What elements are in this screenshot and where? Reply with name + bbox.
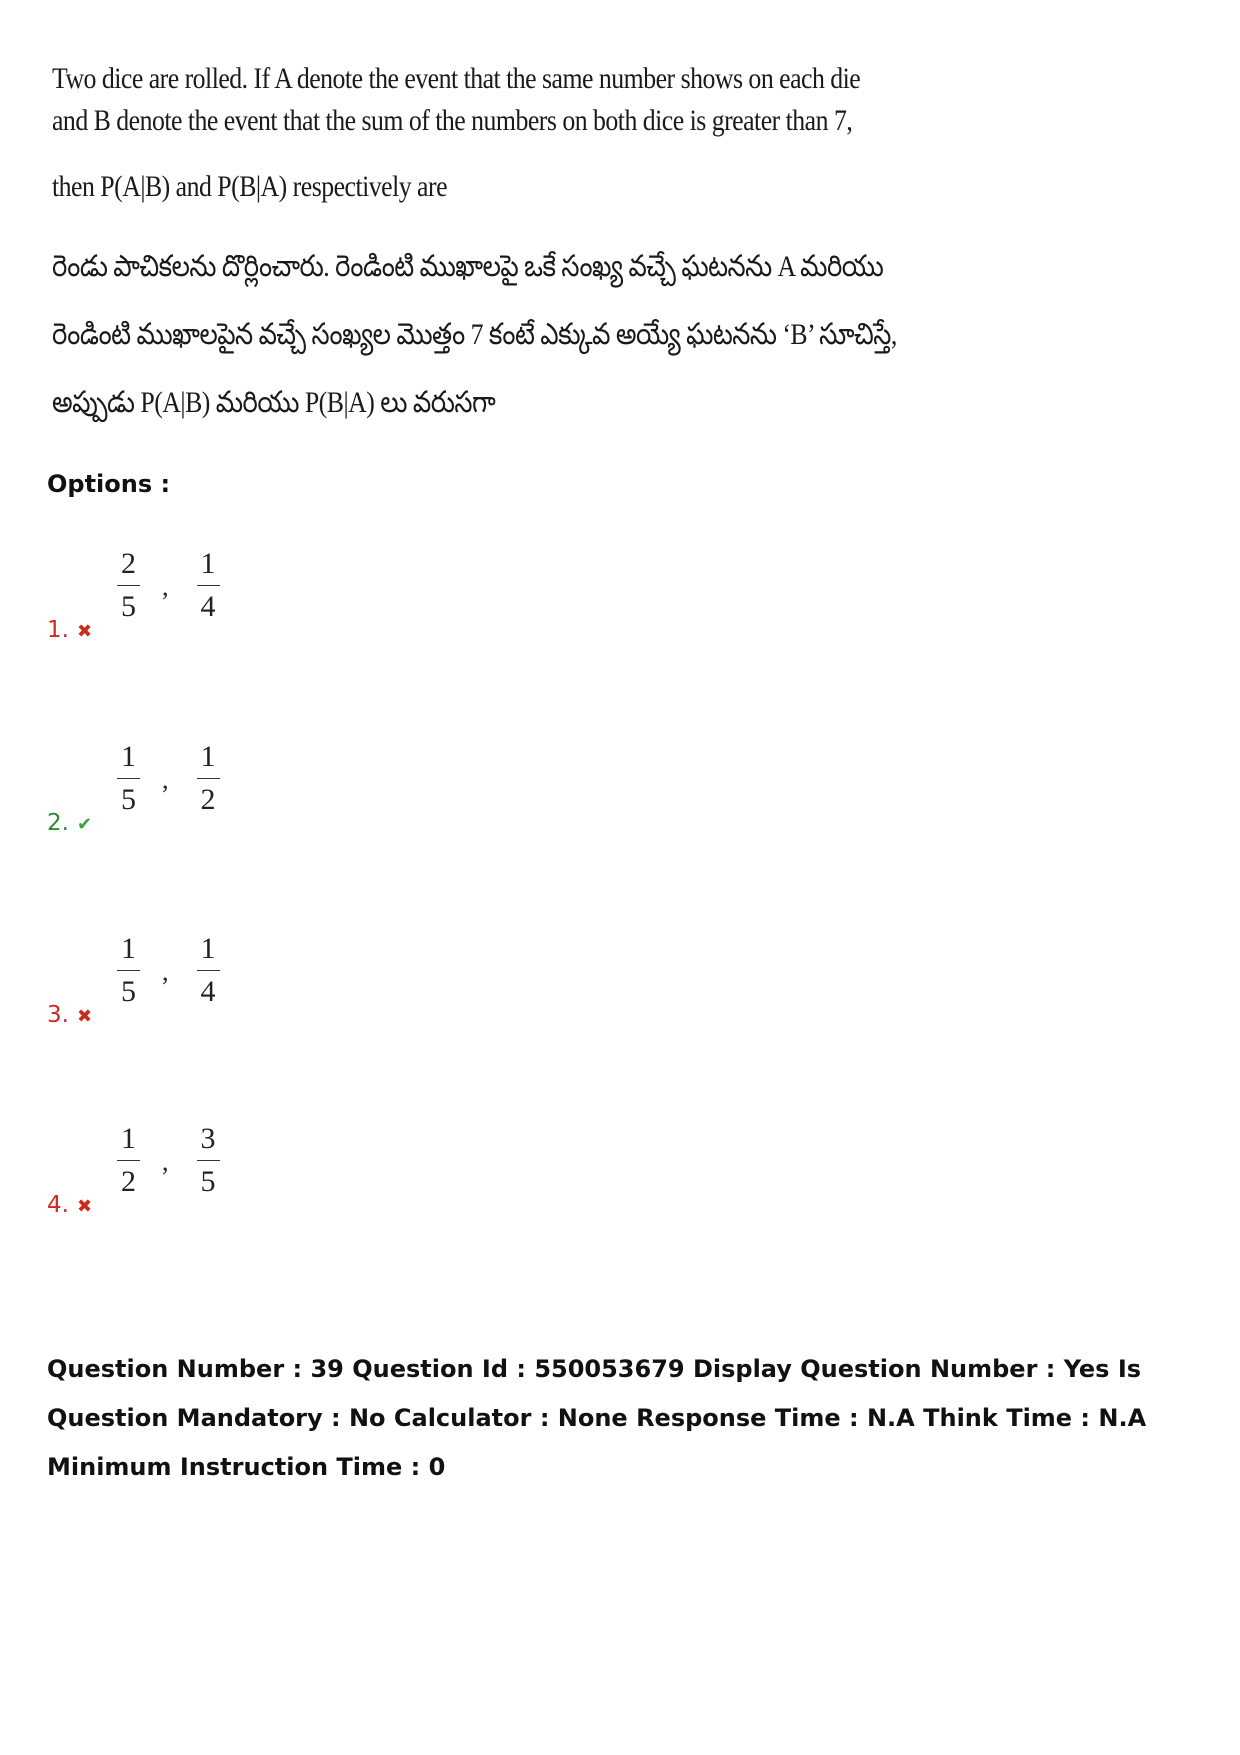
numerator: 3 [197, 1122, 220, 1161]
denominator: 5 [121, 589, 136, 623]
numerator: 1 [197, 740, 220, 779]
numerator: 1 [117, 740, 140, 779]
numerator: 1 [117, 932, 140, 971]
cross-icon: ✖ [76, 621, 93, 642]
cross-icon: ✖ [76, 1196, 93, 1217]
numerator: 1 [197, 932, 220, 971]
question-english-line-2: and B denote the event that the sum of the numbers on both dice is greater than 7, [52, 104, 853, 137]
denominator: 2 [200, 782, 216, 816]
option-4 [47, 1110, 447, 1230]
question-telugu-line-2: రెండింటి ముఖాలపైన వచ్చే సంఖ్యల మొత్తం 7 కంటే ఎక్కువ అయ్యే ఘటనను ‘B’ సూచిస్తే, [52, 318, 897, 351]
option-3-number [47, 1002, 92, 1028]
fraction [117, 547, 140, 624]
separator: , [162, 765, 169, 794]
option-2-answer [117, 728, 220, 828]
separator: , [162, 572, 169, 601]
cross-icon: ✖ [76, 1006, 93, 1027]
denominator: 2 [121, 1164, 136, 1198]
option-2 [47, 728, 447, 848]
option-number-text: 2. [47, 810, 69, 836]
question-english-line-3: then P(A|B) and P(B|A) respectively are [52, 170, 448, 203]
fraction [117, 932, 140, 1009]
question-english-line-1: Two dice are rolled. If A denote the event that the same number shows on each die [52, 62, 861, 95]
option-4-number [47, 1192, 92, 1218]
numerator: 2 [117, 547, 140, 586]
numerator: 1 [117, 1122, 140, 1161]
option-1 [47, 535, 447, 655]
separator: , [162, 957, 169, 986]
fraction [117, 740, 140, 817]
option-number-text: 3. [47, 1002, 69, 1028]
denominator: 4 [200, 974, 216, 1008]
question-telugu-line-3: అప్పుడు P(A|B) మరియు P(B|A) లు వరుసగా [52, 386, 496, 419]
fraction [197, 547, 220, 624]
denominator: 5 [121, 974, 136, 1008]
option-1-answer [117, 535, 220, 635]
option-number-text: 4. [47, 1192, 69, 1218]
check-icon: ✔ [76, 814, 93, 835]
question-telugu-line-1: రెండు పాచికలను దొర్లించారు. రెండింటి ముఖాలపై ఒకే సంఖ్య వచ్చే ఘటనను A మరియు [52, 250, 884, 283]
separator: , [162, 1147, 169, 1176]
option-4-answer [117, 1110, 220, 1210]
option-3-answer [117, 920, 220, 1020]
denominator: 4 [200, 589, 216, 623]
option-3 [47, 920, 447, 1040]
question-metadata: Question Number : 39 Question Id : 550053679 Display Question Number : Yes Is Question Mandatory : No Calculator : None Response Time : N.A Think Time : N.A Minimum Instruction Time : 0 [47, 1355, 1147, 1481]
fraction [197, 932, 220, 1009]
denominator: 5 [200, 1164, 216, 1198]
fraction [197, 1122, 220, 1199]
numerator: 1 [197, 547, 220, 586]
denominator: 5 [121, 782, 136, 816]
fraction [117, 1122, 140, 1199]
options-label: Options : [47, 470, 171, 498]
option-1-number [47, 617, 92, 643]
fraction [197, 740, 220, 817]
option-2-number [47, 810, 92, 836]
option-number-text: 1. [47, 617, 69, 643]
